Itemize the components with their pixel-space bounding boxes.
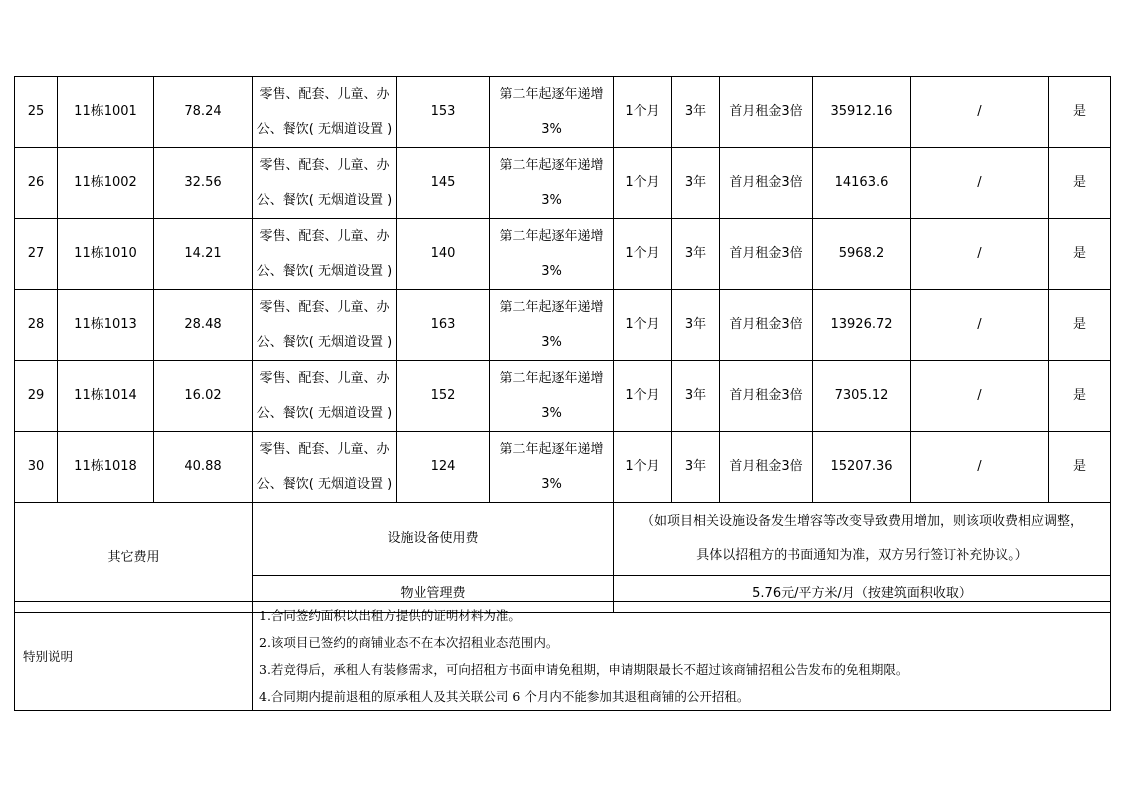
rent-growth-cell-line1: 第二年起逐年递增 <box>499 87 604 102</box>
rent-growth-cell <box>490 361 614 432</box>
special-note-1: 1.合同签约面积以出租方提供的证明材料为准。 <box>259 608 521 623</box>
rent-growth-cell-line2: 3% <box>541 264 562 279</box>
row-number-cell: 29 <box>15 361 58 432</box>
rent-free-cell: 1个月 <box>614 432 672 503</box>
amount-cell: 35912.16 <box>813 77 911 148</box>
unit-cell: 11栋1014 <box>58 361 154 432</box>
lease-term-cell: 3年 <box>672 219 720 290</box>
special-notes-table <box>14 601 1111 711</box>
business-use-cell <box>253 290 397 361</box>
lease-rows <box>15 77 1111 503</box>
unit-price-cell: 152 <box>397 361 490 432</box>
deposit-cell: 首月租金3倍 <box>720 432 813 503</box>
rent-free-cell: 1个月 <box>614 77 672 148</box>
property-fee-label: 物业管理费 <box>253 576 614 613</box>
row-number-cell: 28 <box>15 290 58 361</box>
unit-price-cell: 163 <box>397 290 490 361</box>
table-row <box>15 361 1111 432</box>
deposit-cell: 首月租金3倍 <box>720 148 813 219</box>
rent-growth-cell-line2: 3% <box>541 477 562 492</box>
flag-cell: 是 <box>1049 361 1111 432</box>
unit-cell: 11栋1001 <box>58 77 154 148</box>
deposit-cell: 首月租金3倍 <box>720 77 813 148</box>
amount-cell: 5968.2 <box>813 219 911 290</box>
remark-cell: / <box>911 77 1049 148</box>
rent-growth-cell-line1: 第二年起逐年递增 <box>499 300 604 315</box>
special-note-3: 3.若竞得后，承租人有装修需求，可向招租方书面申请免租期，申请期限最长不超过该商铺招租公告发布的免租期限。 <box>259 662 909 677</box>
business-use-cell-line1: 零售、配套、儿童、办 <box>259 87 390 102</box>
business-use-cell-line2: 公、餐饮( 无烟道设置 ) <box>256 406 393 421</box>
unit-cell: 11栋1018 <box>58 432 154 503</box>
special-note-4: 4.合同期内提前退租的原承租人及其关联公司 6 个月内不能参加其退租商铺的公开招租。 <box>259 689 750 704</box>
special-notes-label: 特别说明 <box>15 602 253 711</box>
rent-growth-cell-line2: 3% <box>541 335 562 350</box>
business-use-cell-line2: 公、餐饮( 无烟道设置 ) <box>256 122 393 137</box>
area-cell: 14.21 <box>154 219 253 290</box>
rent-growth-cell-line1: 第二年起逐年递增 <box>499 371 604 386</box>
table-row <box>15 77 1111 148</box>
remark-cell: / <box>911 148 1049 219</box>
business-use-cell-line1: 零售、配套、儿童、办 <box>259 371 390 386</box>
facility-fee-note <box>614 503 1111 576</box>
business-use-cell-line1: 零售、配套、儿童、办 <box>259 229 390 244</box>
flag-cell: 是 <box>1049 290 1111 361</box>
business-use-cell-line1: 零售、配套、儿童、办 <box>259 442 390 457</box>
business-use-cell <box>253 432 397 503</box>
amount-cell: 7305.12 <box>813 361 911 432</box>
area-cell: 16.02 <box>154 361 253 432</box>
other-fees-label: 其它费用 <box>15 503 253 613</box>
unit-price-cell: 140 <box>397 219 490 290</box>
business-use-cell <box>253 219 397 290</box>
facility-fee-label: 设施设备使用费 <box>253 503 614 576</box>
flag-cell: 是 <box>1049 77 1111 148</box>
rent-growth-cell-line2: 3% <box>541 406 562 421</box>
flag-cell: 是 <box>1049 219 1111 290</box>
rent-free-cell: 1个月 <box>614 219 672 290</box>
area-cell: 40.88 <box>154 432 253 503</box>
business-use-cell <box>253 361 397 432</box>
business-use-cell-line2: 公、餐饮( 无烟道设置 ) <box>256 264 393 279</box>
business-use-cell <box>253 77 397 148</box>
deposit-cell: 首月租金3倍 <box>720 361 813 432</box>
rent-growth-cell-line1: 第二年起逐年递增 <box>499 158 604 173</box>
remark-cell: / <box>911 432 1049 503</box>
rent-growth-cell <box>490 432 614 503</box>
unit-cell: 11栋1002 <box>58 148 154 219</box>
area-cell: 28.48 <box>154 290 253 361</box>
rent-growth-cell-line2: 3% <box>541 122 562 137</box>
lease-term-cell: 3年 <box>672 148 720 219</box>
rent-growth-cell <box>490 290 614 361</box>
rent-growth-cell <box>490 219 614 290</box>
business-use-cell <box>253 148 397 219</box>
business-use-cell-line2: 公、餐饮( 无烟道设置 ) <box>256 335 393 350</box>
lease-term-cell: 3年 <box>672 361 720 432</box>
business-use-cell-line2: 公、餐饮( 无烟道设置 ) <box>256 193 393 208</box>
amount-cell: 15207.36 <box>813 432 911 503</box>
flag-cell: 是 <box>1049 148 1111 219</box>
amount-cell: 13926.72 <box>813 290 911 361</box>
rent-growth-cell <box>490 77 614 148</box>
business-use-cell-line1: 零售、配套、儿童、办 <box>259 300 390 315</box>
deposit-cell: 首月租金3倍 <box>720 219 813 290</box>
table-row <box>15 432 1111 503</box>
lease-term-cell: 3年 <box>672 77 720 148</box>
lease-term-cell: 3年 <box>672 290 720 361</box>
table-row <box>15 148 1111 219</box>
unit-price-cell: 124 <box>397 432 490 503</box>
business-use-cell-line2: 公、餐饮( 无烟道设置 ) <box>256 477 393 492</box>
row-number-cell: 25 <box>15 77 58 148</box>
flag-cell: 是 <box>1049 432 1111 503</box>
rent-free-cell: 1个月 <box>614 361 672 432</box>
area-cell: 32.56 <box>154 148 253 219</box>
property-fee-value: 5.76元/平方米/月（按建筑面积收取） <box>614 576 1111 613</box>
area-cell: 78.24 <box>154 77 253 148</box>
special-notes-body <box>253 602 1111 711</box>
rent-free-cell: 1个月 <box>614 290 672 361</box>
special-note-2: 2.该项目已签约的商铺业态不在本次招租业态范围内。 <box>259 635 559 650</box>
remark-cell: / <box>911 361 1049 432</box>
rent-free-cell: 1个月 <box>614 148 672 219</box>
business-use-cell-line1: 零售、配套、儿童、办 <box>259 158 390 173</box>
rent-growth-cell-line2: 3% <box>541 193 562 208</box>
deposit-cell: 首月租金3倍 <box>720 290 813 361</box>
rent-growth-cell <box>490 148 614 219</box>
row-number-cell: 30 <box>15 432 58 503</box>
unit-cell: 11栋1010 <box>58 219 154 290</box>
table-row <box>15 219 1111 290</box>
row-number-cell: 26 <box>15 148 58 219</box>
unit-cell: 11栋1013 <box>58 290 154 361</box>
remark-cell: / <box>911 219 1049 290</box>
row-number-cell: 27 <box>15 219 58 290</box>
remark-cell: / <box>911 290 1049 361</box>
amount-cell: 14163.6 <box>813 148 911 219</box>
unit-price-cell: 145 <box>397 148 490 219</box>
unit-price-cell: 153 <box>397 77 490 148</box>
facility-fee-note-line2: 具体以招租方的书面通知为准，双方另行签订补充协议。） <box>696 548 1028 563</box>
lease-table <box>14 76 1111 613</box>
lease-term-cell: 3年 <box>672 432 720 503</box>
rent-growth-cell-line1: 第二年起逐年递增 <box>499 442 604 457</box>
other-fees-section <box>15 503 1111 613</box>
table-row <box>15 290 1111 361</box>
facility-fee-note-line1: （如项目相关设施设备发生增容等改变导致费用增加，则该项收费相应调整， <box>640 514 1083 529</box>
rent-growth-cell-line1: 第二年起逐年递增 <box>499 229 604 244</box>
